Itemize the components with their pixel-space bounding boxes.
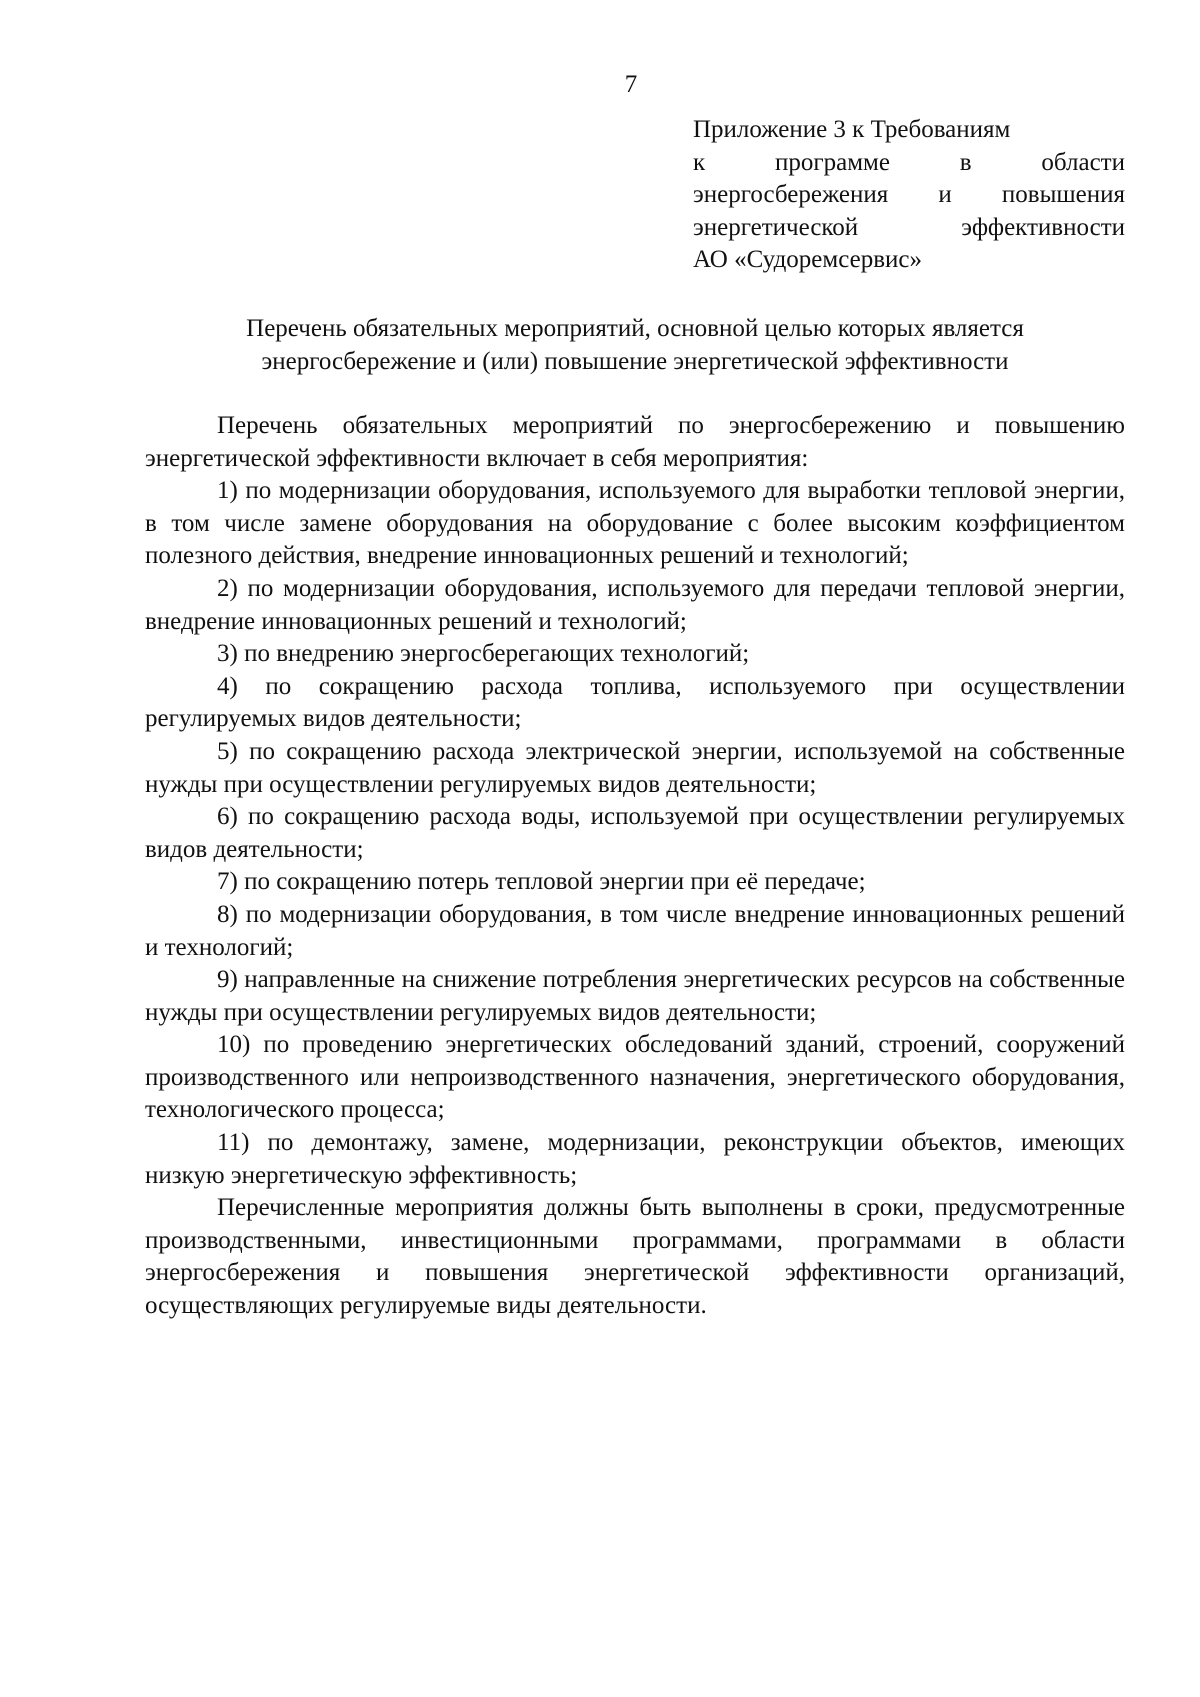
document-body bbox=[145, 410, 1125, 1323]
closing-paragraph: Перечисленные мероприятия должны быть выполнены в сроки, предусмотренные производственными, инвестиционными программами, программами в области энергосбережения и повышения энергетической эффективности организаций, осуществляющих регулируемые виды деятельности. bbox=[145, 1194, 1125, 1320]
list-item: 4) по сокращению расхода топлива, используемого при осуществлении регулируемых видов деятельности; bbox=[145, 672, 1125, 733]
document-title bbox=[145, 312, 1125, 378]
list-item: 9) направленные на снижение потребления энергетических ресурсов на собственные нужды при осуществлении регулируемых видов деятельности; bbox=[145, 966, 1125, 1026]
annex-line: энергосбережения и повышения bbox=[693, 181, 1125, 208]
page-number: 7 bbox=[624, 71, 638, 98]
title-line: Перечень обязательных мероприятий, основной целью которых является bbox=[246, 315, 1024, 342]
list-item: 6) по сокращению расхода воды, используемой при осуществлении регулируемых видов деятельности; bbox=[145, 803, 1125, 863]
list-item: 8) по модернизации оборудования, в том числе внедрение инновационных решений и технологий; bbox=[145, 900, 1125, 961]
list-item: 2) по модернизации оборудования, используемого для передачи тепловой энергии, внедрение инновационных решений и технологий; bbox=[145, 574, 1125, 635]
list-item: 1) по модернизации оборудования, используемого для выработки тепловой энергии, в том числе замене оборудования на оборудование с более высоким коэффициентом полезного действия, внедрение инновационных решений и технологий; bbox=[145, 477, 1125, 570]
list-item: 5) по сокращению расхода электрической энергии, используемой на собственные нужды при осуществлении регулируемых видов деятельности; bbox=[145, 737, 1125, 798]
list-item: 3) по внедрению энергосберегающих технологий; bbox=[217, 640, 750, 668]
annex-line: АО «Судоремсервис» bbox=[693, 246, 923, 273]
title-line: энергосбережение и (или) повышение энергетической эффективности bbox=[261, 348, 1009, 375]
annex-line: энергетической эффективности bbox=[693, 213, 1125, 241]
intro-paragraph: Перечень обязательных мероприятий по энергосбережению и повышению энергетической эффективности включает в себя мероприятия: bbox=[145, 412, 1125, 472]
list-item: 7) по сокращению потерь тепловой энергии при её передаче; bbox=[217, 868, 866, 896]
annex-header bbox=[693, 114, 1125, 277]
list-item: 10) по проведению энергетических обследований зданий, строений, сооружений производственного или непроизводственного назначения, энергетического оборудования, технологического процесса; bbox=[145, 1031, 1125, 1124]
annex-line: Приложение 3 к Требованиям bbox=[693, 116, 1011, 143]
list-item: 11) по демонтажу, замене, модернизации, реконструкции объектов, имеющих низкую энергетическую эффективность; bbox=[145, 1129, 1125, 1189]
annex-line: к программе в области bbox=[693, 148, 1125, 176]
